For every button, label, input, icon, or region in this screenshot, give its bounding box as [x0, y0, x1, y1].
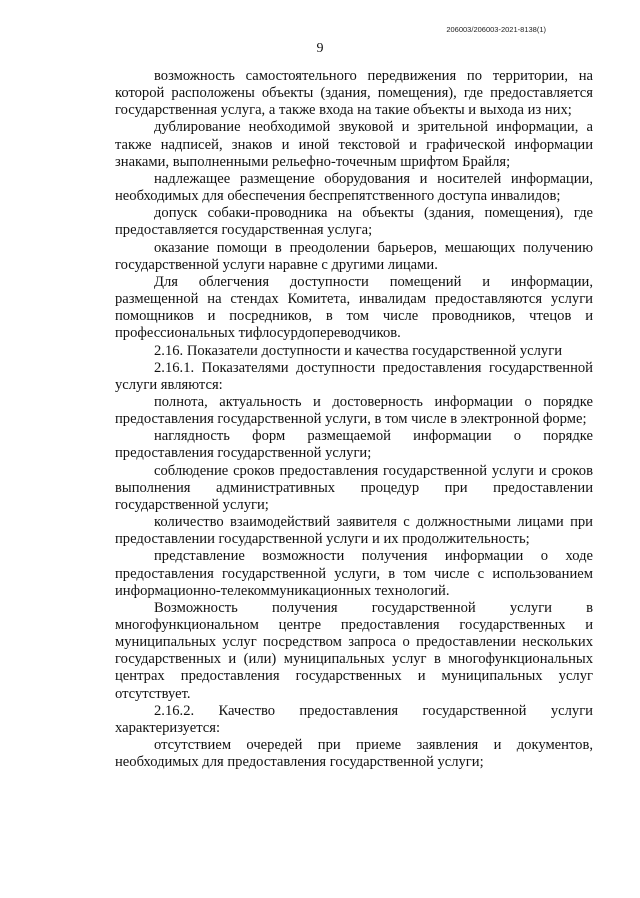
paragraph: дублирование необходимой звуковой и зрительной информации, а также надписей, знаков и иной текстовой и графической информации знаками, выполненными рельефно-точечным шрифтом Брайля;: [115, 119, 593, 170]
document-body: [115, 68, 593, 771]
paragraph: допуск собаки-проводника на объекты (здания, помещения), где предоставляется государственная услуга;: [115, 205, 593, 239]
document-id: 206003/206003-2021-8138(1): [446, 25, 546, 34]
paragraph: надлежащее размещение оборудования и носителей информации, необходимых для обеспечения беспрепятственного доступа инвалидов;: [115, 170, 593, 205]
page-number: 9: [316, 41, 324, 56]
paragraph: полнота, актуальность и достоверность информации о порядке предоставления государственной услуги, в том числе в электронной форме;: [115, 393, 593, 428]
paragraph: Для облегчения доступности помещений и информации, размещенной на стендах Комитета, инвалидам предоставляются услуги помощников и посредников, в том числе проводников, чтецов и профессиональных тифлосурдопереводчиков.: [115, 273, 593, 342]
paragraph: оказание помощи в преодолении барьеров, мешающих получению государственной услуги наравне с другими лицами.: [115, 239, 593, 273]
paragraph: 2.16.1. Показателями доступности предоставления государственной услуги являются:: [115, 359, 593, 393]
section-heading: 2.16. Показатели доступности и качества государственной услуги: [154, 342, 563, 359]
paragraph: наглядность форм размещаемой информации о порядке предоставления государственной услуги;: [115, 428, 593, 462]
paragraph: количество взаимодействий заявителя с должностными лицами при предоставлении государственной услуги и их продолжительность;: [115, 514, 593, 548]
paragraph: представление возможности получения информации о ходе предоставления государственной услуги, в том числе с использованием информационно-телекоммуникационных технологий.: [115, 548, 593, 599]
paragraph: отсутствием очередей при приеме заявления и документов, необходимых для предоставления государственной услуги;: [115, 737, 593, 771]
paragraph: Возможность получения государственной услуги в многофункциональном центре предоставления государственных и муниципальных услуг посредством запроса о предоставлении нескольких государственных и (или) муниципальных услуг в многофункциональных центрах предоставления государственных и муниципальных услуг отсутствует.: [115, 599, 593, 702]
paragraph: соблюдение сроков предоставления государственной услуги и сроков выполнения административных процедур при предоставлении государственной услуги;: [115, 462, 593, 513]
paragraph: возможность самостоятельного передвижения по территории, на которой расположены объекты (здания, помещения), где предоставляется государственная услуга, а также входа на такие объекты и выхода из них;: [115, 68, 593, 119]
paragraph: 2.16.2. Качество предоставления государственной услуги характеризуется:: [115, 702, 593, 736]
